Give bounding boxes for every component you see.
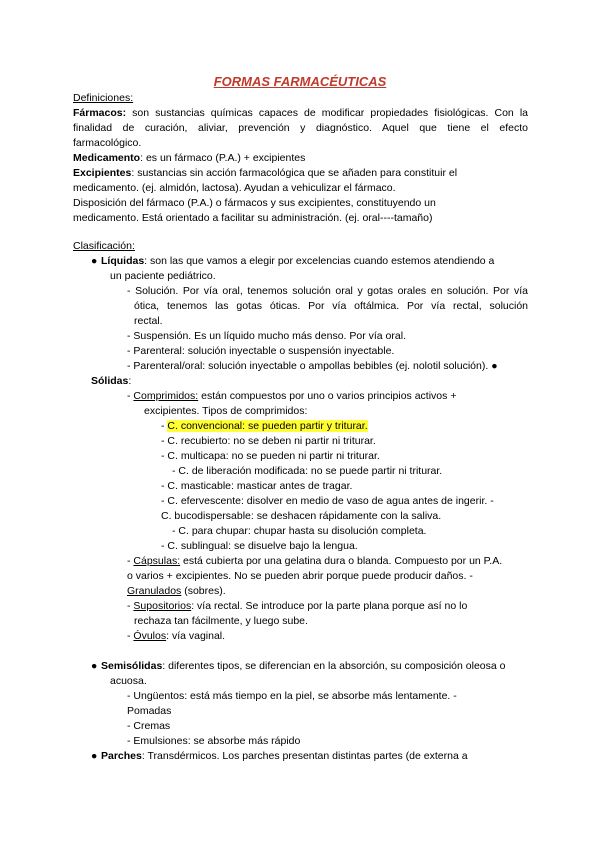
clasificacion-heading: Clasificación: bbox=[73, 240, 135, 252]
disposicion-line-1: Disposición del fármaco (P.A.) o fármacos y sus excipientes, constituyendo un bbox=[73, 197, 436, 209]
capsulas-def-1: está cubierta por una gelatina dura o blanda. Compuesto por un P.A. bbox=[180, 555, 503, 567]
comprimidos-dash: - bbox=[127, 390, 134, 402]
emulsiones-line: - Emulsiones: se absorbe más rápido bbox=[127, 735, 301, 747]
solidas-line bbox=[91, 375, 131, 388]
supositorios-def-1: : vía rectal. Se introduce por la parte plana porque así no lo bbox=[191, 600, 468, 612]
solucion-line-2: ótica, tenemos las gotas óticas. Por vía oftálmica. Por vía rectal, solución bbox=[134, 300, 528, 312]
ovulos-line bbox=[127, 630, 225, 643]
farmacos-line-3: farmacológico. bbox=[73, 137, 142, 149]
parches-term: Parches bbox=[101, 750, 142, 762]
capsulas-dash: - bbox=[127, 555, 134, 567]
bullet-icon: ● bbox=[91, 660, 98, 672]
parches-line-1 bbox=[91, 750, 468, 763]
comprimidos-line-2: excipientes. Tipos de comprimidos: bbox=[144, 405, 308, 417]
capsulas-line-1 bbox=[127, 555, 502, 568]
liquidas-line-2: un paciente pediátrico. bbox=[110, 270, 216, 282]
excipientes-line-2: medicamento. (ej. almidón, lactosa). Ayudan a vehiculizar el fármaco. bbox=[73, 182, 396, 194]
comprimidos-def-1: están compuestos por uno o varios principios activos + bbox=[198, 390, 457, 402]
semisolidas-line-2: acuosa. bbox=[110, 675, 147, 687]
c-convencional-dash: - bbox=[161, 420, 168, 432]
solucion-line-3: rectal. bbox=[134, 315, 163, 327]
c-bucodispersable-line: C. bucodispersable: se deshacen rápidamente con la saliva. bbox=[161, 510, 442, 522]
c-efervescente-line: - C. efervescente: disolver en medio de vaso de agua antes de ingerir. - bbox=[161, 495, 494, 507]
ovulos-term: Óvulos bbox=[133, 630, 167, 642]
supositorios-line-2: rechaza tan fácilmente, y luego sube. bbox=[134, 615, 308, 627]
c-recubierto-line: - C. recubierto: no se deben ni partir ni triturar. bbox=[161, 435, 376, 447]
semisolidas-term: Semisólidas bbox=[101, 660, 163, 672]
c-masticable-line: - C. masticable: masticar antes de tragar. bbox=[161, 480, 353, 492]
c-multicapa-line: - C. multicapa: no se pueden ni partir ni triturar. bbox=[161, 450, 380, 462]
liquidas-line-1 bbox=[91, 255, 494, 268]
parches-def-1: : Transdérmicos. Los parches presentan distintas partes (de externa a bbox=[141, 750, 468, 762]
pomadas-line: Pomadas bbox=[127, 705, 172, 717]
disposicion-line-2: medicamento. Está orientado a facilitar su administración. (ej. oral----tamaño) bbox=[73, 212, 433, 224]
supositorios-line-1 bbox=[127, 600, 467, 613]
capsulas-term: Cápsulas: bbox=[133, 555, 181, 567]
excipientes-line-1 bbox=[73, 167, 457, 180]
farmacos-line-1 bbox=[73, 107, 528, 120]
c-convencional-highlight: C. convencional: se pueden partir y triturar. bbox=[167, 420, 368, 432]
bullet-icon: ● bbox=[91, 750, 98, 762]
solidas-colon: : bbox=[128, 375, 132, 387]
supositorios-term: Supositorios bbox=[133, 600, 192, 612]
parenteral-line: - Parenteral: solución inyectable o suspensión inyectable. bbox=[127, 345, 395, 357]
farmacos-def-1: son sustancias químicas capaces de modificar propiedades fisiológicas. Con la bbox=[126, 107, 528, 119]
comprimidos-line-1 bbox=[127, 390, 456, 403]
definiciones-heading: Definiciones: bbox=[73, 92, 134, 104]
liquidas-term: Líquidas bbox=[101, 255, 145, 267]
c-sublingual-line: - C. sublingual: se disuelve bajo la lengua. bbox=[161, 540, 358, 552]
granulados-line bbox=[127, 585, 226, 598]
capsulas-line-2: o varios + excipientes. No se pueden abrir porque puede producir daños. - bbox=[127, 570, 473, 582]
ovulos-def: : vía vaginal. bbox=[166, 630, 226, 642]
medicamento-term: Medicamento bbox=[73, 152, 141, 164]
unguentos-line: - Ungüentos: está más tiempo en la piel, se absorbe más lentamente. - bbox=[127, 690, 457, 702]
semisolidas-line-1 bbox=[91, 660, 505, 673]
excipientes-def-1: : sustancias sin acción farmacológica que se añaden para constituir el bbox=[131, 167, 458, 179]
solucion-line-1: - Solución. Por vía oral, tenemos solución oral y gotas orales en solución. Por vía bbox=[127, 285, 528, 297]
medicamento-line bbox=[73, 152, 305, 165]
cremas-line: - Cremas bbox=[127, 720, 171, 732]
parenteral-oral-line: - Parenteral/oral: solución inyectable o ampollas bebibles (ej. nolotil solución). ● bbox=[127, 360, 498, 372]
supositorios-dash: - bbox=[127, 600, 134, 612]
liquidas-def-1: : son las que vamos a elegir por excelencias cuando estemos atendiendo a bbox=[144, 255, 495, 267]
medicamento-def: : es un fármaco (P.A.) + excipientes bbox=[140, 152, 306, 164]
excipientes-term: Excipientes bbox=[73, 167, 132, 179]
c-liberacion-line: - C. de liberación modificada: no se puede partir ni triturar. bbox=[172, 465, 443, 477]
c-chupar-line: - C. para chupar: chupar hasta su disolución completa. bbox=[172, 525, 427, 537]
semisolidas-def-1: : diferentes tipos, se diferencian en la absorción, su composición oleosa o bbox=[162, 660, 506, 672]
page-title: FORMAS FARMACÉUTICAS bbox=[213, 74, 387, 89]
farmacos-term: Fármacos: bbox=[73, 107, 127, 119]
bullet-icon: ● bbox=[91, 255, 98, 267]
solidas-term: Sólidas bbox=[91, 375, 129, 387]
comprimidos-term: Comprimidos: bbox=[133, 390, 199, 402]
ovulos-dash: - bbox=[127, 630, 134, 642]
suspension-line: - Suspensión. Es un líquido mucho más denso. Por vía oral. bbox=[127, 330, 406, 342]
farmacos-line-2: finalidad de curación, aliviar, prevención y diagnóstico. Aquel que tiene el efecto bbox=[73, 122, 528, 134]
granulados-term: Granulados bbox=[127, 585, 182, 597]
c-convencional-line bbox=[161, 420, 368, 433]
granulados-def: (sobres). bbox=[181, 585, 226, 597]
